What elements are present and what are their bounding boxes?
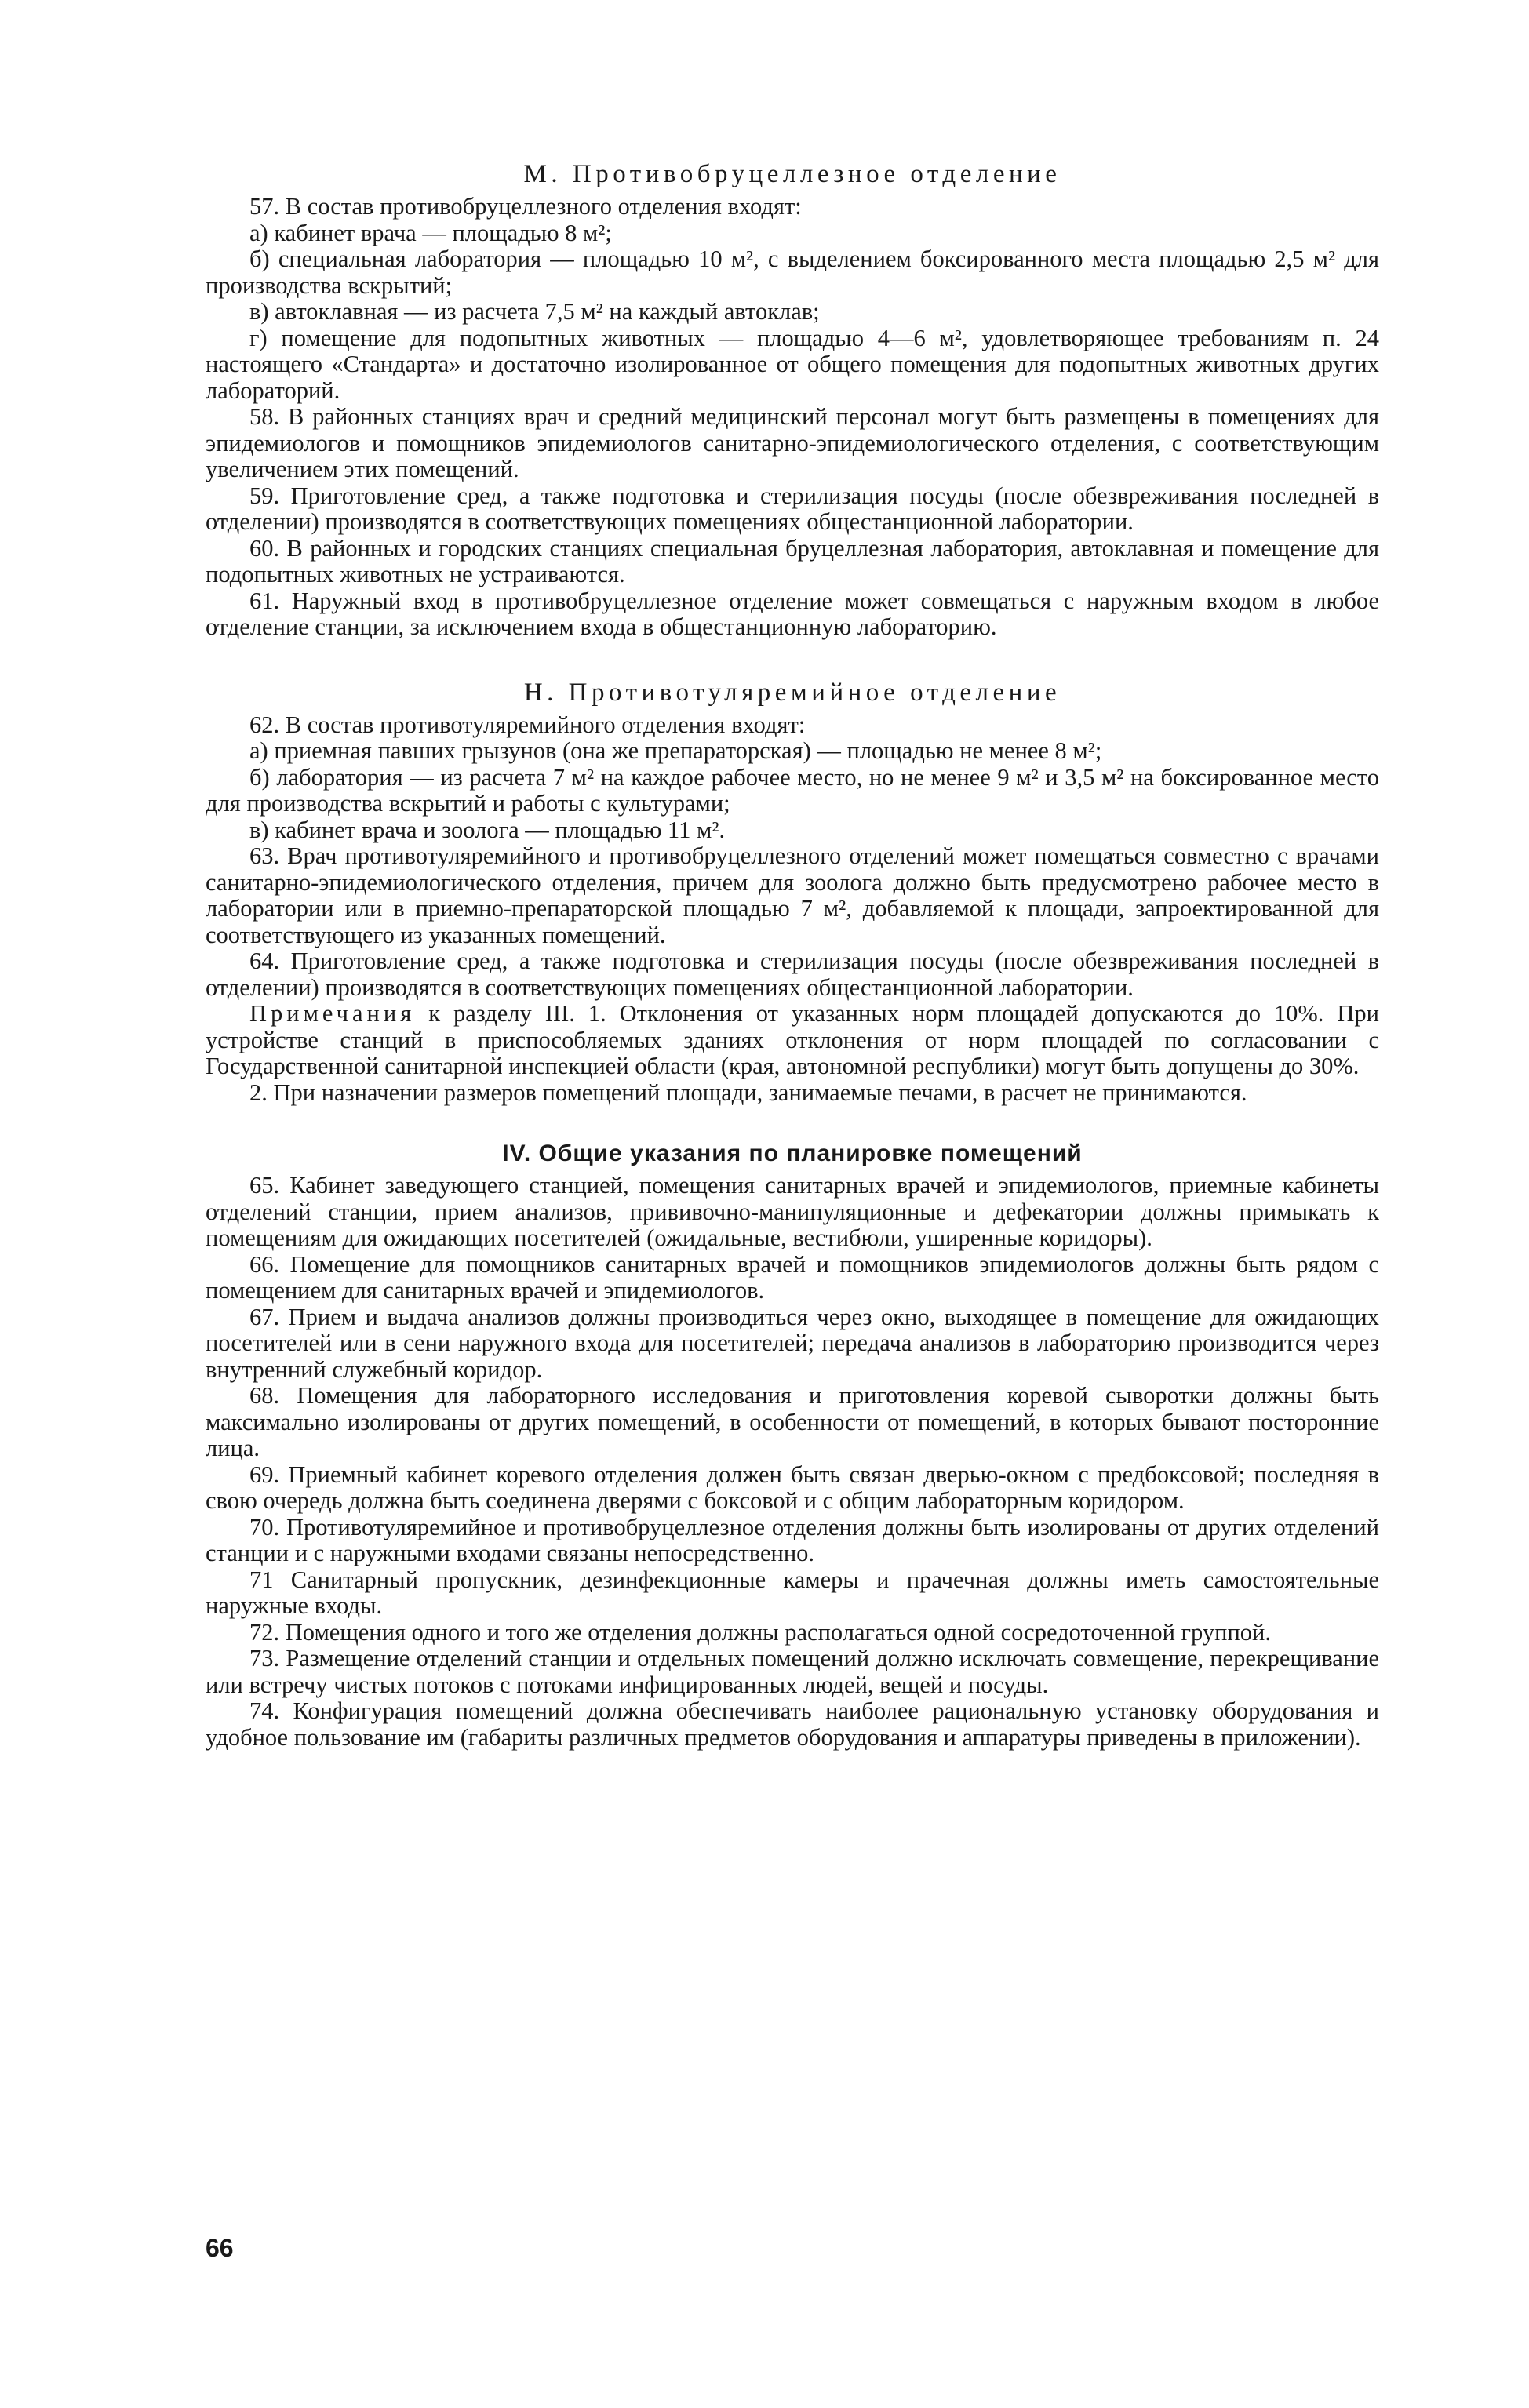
paragraph: 60. В районных и городских станциях специальная бруцеллезная лаборатория, автоклавная и помещение для подопытных животных не устраиваются. — [206, 534, 1379, 587]
page-content — [206, 160, 1379, 1751]
paragraph: 64. Приготовление сред, а также подготовка и стерилизация посуды (после обезвреживания последней в отделении) производятся в соответствующих помещениях общестанционной лаборатории. — [206, 948, 1379, 1001]
section-title-iv: IV. Общие указания по планировке помещений — [502, 1140, 1083, 1166]
paragraph: 72. Помещения одного и того же отделения должны располагаться одной сосредоточенной группой. — [249, 1618, 1271, 1646]
paragraph: г) помещение для подопытных животных — площадью 4—6 м², удовлетворяющее требованиям п. 24 настоящего «Стандарта» и достаточно изолированное от общего помещения для подопытных животных других лабораторий. — [206, 324, 1379, 404]
paragraph: 70. Противотуляремийное и противобруцеллезное отделения должны быть изолированы от других отделений станции и с наружными входами связаны непосредственно. — [206, 1513, 1379, 1566]
paragraph: 62. В состав противотуляремийного отделения входят: — [249, 711, 806, 738]
section-title-n: Н. Противотуляремийное отделение — [523, 678, 1061, 707]
paragraph: 69. Приемный кабинет коревого отделения должен быть связан дверью-окном с предбоксовой; последняя в свою очередь должна быть соединена дверями с боксовой и с общим лабораторным коридором. — [206, 1460, 1379, 1514]
paragraph: а) кабинет врача — площадью 8 м²; — [249, 219, 612, 246]
paragraph: 67. Прием и выдача анализов должны производиться через окно, выходящее в помещение для ожидающих посетителей или в сени наружного входа для посетителей; передача анализов в лабораторию производится через внутренний служебный коридор. — [206, 1303, 1379, 1383]
paragraph: а) приемная павших грызунов (она же препараторская) — площадью не менее 8 м²; — [249, 737, 1102, 764]
paragraph: 68. Помещения для лабораторного исследования и приготовления коревой сыворотки должны быть максимально изолированы от других помещений, в особенности от помещений, в которых бывают посторонние лица. — [206, 1382, 1379, 1461]
paragraph: 58. В районных станциях врач и средний медицинский персонал могут быть размещены в помещениях для эпидемиологов и помощников эпидемиологов санитарно-эпидемиологического отделения, с соответствующим увеличением этих помещений. — [206, 403, 1379, 482]
note-paragraph: 2. При назначении размеров помещений площади, занимаемые печами, в расчет не принимаются. — [249, 1079, 1247, 1106]
note-text: к разделу III. 1. Отклонения от указанных норм площадей допускаются до 10%. При устройстве станций в приспособляемых зданиях отклонения от норм площадей по согласовании с Государственной санитарной инспекцией области (края, автономной республики) могут быть допущены до 30%. — [206, 1000, 1379, 1079]
paragraph: 74. Конфигурация помещений должна обеспечивать наиболее рациональную установку оборудования и удобное пользование им (габариты различных предметов оборудования и аппаратуры приведены в приложении). — [206, 1697, 1379, 1751]
paragraph: в) кабинет врача и зоолога — площадью 11 м². — [249, 816, 726, 843]
paragraph: б) лаборатория — из расчета 7 м² на каждое рабочее место, но не менее 9 м² и 3,5 м² на боксированное место для производства вскрытий и работы с культурами; — [206, 763, 1379, 817]
paragraph: 61. Наружный вход в противобруцеллезное отделение может совмещаться с наружным входом в любое отделение станции, за исключением входа в общестанционную лабораторию. — [206, 587, 1379, 640]
paragraph: 63. Врач противотуляремийного и противобруцеллезного отделений может помещаться совместно с врачами санитарно-эпидемиологического отделения, причем для зоолога должно быть предусмотрено рабочее место в лаборатории или в приемно-препараторской площадью 7 м², добавляемой к площади, запроектированной для соответствующего из указанных помещений. — [206, 842, 1379, 948]
note-paragraph — [206, 1001, 1379, 1080]
section-title-m: М. Противобруцеллезное отделение — [523, 160, 1061, 188]
paragraph: б) специальная лаборатория — площадью 10 м², с выделением боксированного места площадью 2,5 м² для производства вскрытий; — [206, 246, 1379, 299]
page-number: 66 — [206, 2234, 234, 2262]
paragraph: 65. Кабинет заведующего станцией, помещения санитарных врачей и эпидемиологов, приемные кабинеты отделений станции, прием анализов, прививочно-манипуляционные и дефекатории должны примыкать к помещениям для ожидающих посетителей (ожидальные, вестибюли, уширенные коридоры). — [206, 1172, 1379, 1251]
paragraph: в) автоклавная — из расчета 7,5 м² на каждый автоклав; — [249, 298, 820, 325]
paragraph: 66. Помещение для помощников санитарных врачей и помощников эпидемиологов должны быть рядом с помещением для санитарных врачей и эпидемиологов. — [206, 1250, 1379, 1304]
paragraph: 73. Размещение отделений станции и отдельных помещений должно исключать совмещение, перекрещивание или встречу чистых потоков с потоками инфицированных людей, вещей и посуды. — [206, 1645, 1379, 1698]
paragraph: 59. Приготовление сред, а также подготовка и стерилизация посуды (после обезвреживания последней в отделении) производятся в соответствующих помещениях общестанционной лаборатории. — [206, 482, 1379, 535]
paragraph: 57. В состав противобруцеллезного отделения входят: — [249, 193, 802, 220]
note-label: Примечания — [249, 1000, 416, 1027]
paragraph: 71 Санитарный пропускник, дезинфекционные камеры и прачечная должны иметь самостоятельные наружные входы. — [206, 1566, 1379, 1619]
